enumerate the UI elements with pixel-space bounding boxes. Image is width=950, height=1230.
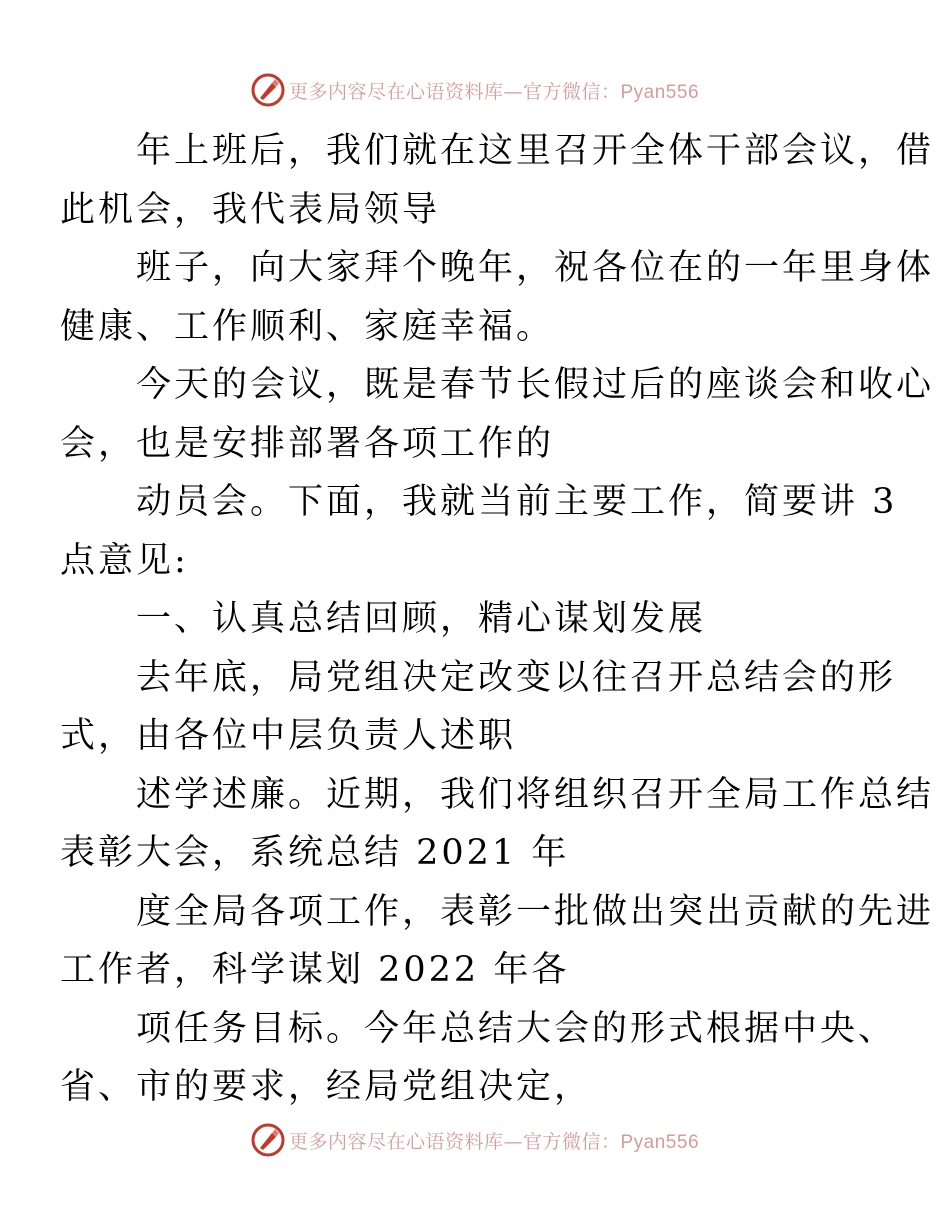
line: 健康、工作顺利、家庭幸福。 (60, 306, 555, 347)
line: 此机会，我代表局领导 (60, 189, 441, 230)
paragraph (60, 649, 897, 766)
line: 述学述廉。近期，我们将组织召开全局工作总结 (136, 774, 935, 815)
line: 项任务目标。今年总结大会的形式根据中央、 (136, 1008, 897, 1049)
line: 工作者，科学谋划 2022 年各 (60, 950, 570, 990)
line: 表彰大会，系统总结 2021 年 (60, 833, 570, 873)
pen-nib-logo-icon (251, 1123, 285, 1157)
section-heading (98, 590, 858, 649)
line: 会，也是安排部署各项工作的 (60, 423, 555, 464)
paragraph (60, 473, 898, 590)
footer-banner-text: 更多内容尽在心语资料库—官方微信：Pyan556 (288, 1130, 700, 1153)
pen-nib-logo-icon (251, 73, 285, 107)
line: 去年底，局党组决定改变以往召开总结会的形 (136, 657, 897, 698)
line: 今天的会议，既是春节长假过后的座谈会和收心 (136, 365, 935, 405)
header-banner (0, 70, 950, 110)
line: 年上班后，我们就在这里召开全体干部会议，借 (136, 131, 935, 171)
paragraph (60, 122, 935, 239)
document-body (60, 122, 935, 1117)
line: 式，由各位中层负责人述职 (60, 716, 517, 756)
line: 省、市的要求，经局党组决定， (60, 1067, 593, 1107)
paragraph (60, 883, 935, 1000)
line: 点意见: (60, 540, 189, 581)
line: 班子，向大家拜个晚年，祝各位在的一年里身体 (136, 248, 935, 288)
header-banner-text: 更多内容尽在心语资料库—官方微信：Pyan556 (288, 80, 700, 103)
line: 度全局各项工作，表彰一批做出突出贡献的先进 (136, 891, 935, 932)
paragraph (60, 356, 935, 473)
footer-banner (0, 1120, 950, 1160)
paragraph (60, 766, 935, 883)
paragraph (60, 1000, 897, 1117)
line: 动员会。下面，我就当前主要工作，简要讲 3 (136, 482, 898, 522)
paragraph (60, 239, 935, 356)
footer-wechat-handle: Pyan556 (620, 1131, 700, 1153)
line: 一、认真总结回顾，精心谋划发展 (136, 599, 707, 639)
header-wechat-handle: Pyan556 (620, 81, 700, 103)
